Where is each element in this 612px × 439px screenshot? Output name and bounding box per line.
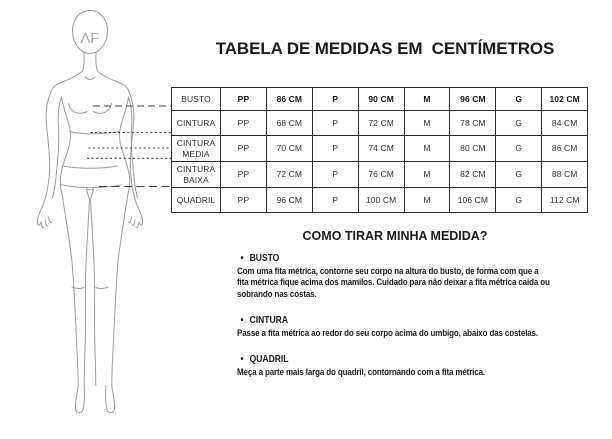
row-label-cell: CINTURA BAIXA xyxy=(172,162,221,188)
measure-cell: PP xyxy=(221,88,267,111)
bullet-icon: • xyxy=(240,354,244,366)
instruction-item xyxy=(237,354,550,378)
measure-cell: 86 CM xyxy=(542,136,588,162)
bullet-icon: • xyxy=(240,253,244,264)
instruction-item xyxy=(237,315,550,339)
measure-cell: M xyxy=(404,136,450,162)
measure-cell: P xyxy=(312,136,358,162)
bullet-icon: • xyxy=(240,314,244,326)
measure-cell: 72 CM xyxy=(358,111,404,136)
size-table-wrap xyxy=(171,87,588,213)
measure-cell: 70 CM xyxy=(266,136,312,162)
row-label-cell: BUSTO xyxy=(172,88,221,111)
measure-cell: 106 CM xyxy=(450,188,496,213)
row-label-cell: QUADRIL xyxy=(172,188,221,213)
measure-cell: 76 CM xyxy=(358,162,404,188)
row-label-cell: CINTURA MEDIA xyxy=(172,136,221,162)
measure-cell: M xyxy=(404,111,450,136)
measure-cell: 68 CM xyxy=(266,111,312,136)
instruction-label: QUADRIL xyxy=(249,354,289,366)
measure-cell: P xyxy=(312,111,358,136)
instructions-list xyxy=(237,253,550,393)
measure-cell: M xyxy=(404,88,450,111)
instruction-bullet-line xyxy=(237,315,550,326)
measure-cell: M xyxy=(404,162,450,188)
croquis-neck-shoulders xyxy=(51,53,130,94)
instruction-label: CINTURA xyxy=(249,314,288,326)
row-label-cell: CINTURA xyxy=(172,111,221,136)
table-row xyxy=(172,111,588,136)
page-title: TABELA DE MEDIDAS EM CENTÍMETROS xyxy=(215,39,555,58)
measure-cell: 96 CM xyxy=(450,88,496,111)
measure-cell: 102 CM xyxy=(542,88,588,111)
measure-cell: G xyxy=(496,136,542,162)
measure-cell: 78 CM xyxy=(450,111,496,136)
croquis-arms xyxy=(37,94,142,228)
instruction-text: Passe a fita métrica ao redor do seu corpo acima do umbigo, abaixo das costelas. xyxy=(237,327,538,338)
measure-cell: 88 CM xyxy=(542,162,588,188)
measure-cell: PP xyxy=(221,188,267,213)
instruction-bullet-line xyxy=(237,253,550,264)
measure-cell: PP xyxy=(221,136,267,162)
instruction-item xyxy=(237,253,550,300)
measure-cell: G xyxy=(496,111,542,136)
measure-cell: 74 CM xyxy=(358,136,404,162)
measure-cell: G xyxy=(496,162,542,188)
instructions-heading: COMO TIRAR MINHA MEDIDA? xyxy=(302,229,488,243)
measure-cell: 82 CM xyxy=(450,162,496,188)
measure-cell: G xyxy=(496,88,542,111)
instruction-text: Com uma fita métrica, contorne seu corpo na altura do busto, de forma com que a fita métrica fique acima dos mamilos. Cuidado para não deixar a fita métrica caída ou sobrando nas costas. xyxy=(237,266,550,299)
croquis-legs xyxy=(62,194,128,413)
measure-cell: 90 CM xyxy=(358,88,404,111)
instruction-label: BUSTO xyxy=(249,253,280,264)
measure-cell: PP xyxy=(221,111,267,136)
measure-cell: G xyxy=(496,188,542,213)
measure-cell: P xyxy=(312,88,358,111)
measure-cell: M xyxy=(404,188,450,213)
size-table xyxy=(171,87,588,213)
brand-monogram: ΛF xyxy=(80,30,100,47)
measure-cell: 112 CM xyxy=(542,188,588,213)
instruction-bullet-line xyxy=(237,354,550,365)
table-row xyxy=(172,88,588,111)
measure-cell: P xyxy=(312,188,358,213)
measure-cell: 80 CM xyxy=(450,136,496,162)
measure-cell: PP xyxy=(221,162,267,188)
instruction-text: Meça a parte mais larga do quadril, contornando com a fita métrica. xyxy=(237,367,486,378)
table-row xyxy=(172,162,588,188)
measure-cell: 86 CM xyxy=(266,88,312,111)
measure-cell: P xyxy=(312,162,358,188)
measure-cell: 84 CM xyxy=(542,111,588,136)
table-row xyxy=(172,136,588,162)
table-row xyxy=(172,188,588,213)
measure-cell: 96 CM xyxy=(266,188,312,213)
measure-cell: 72 CM xyxy=(266,162,312,188)
size-table-body xyxy=(172,88,588,213)
measure-cell: 100 CM xyxy=(358,188,404,213)
